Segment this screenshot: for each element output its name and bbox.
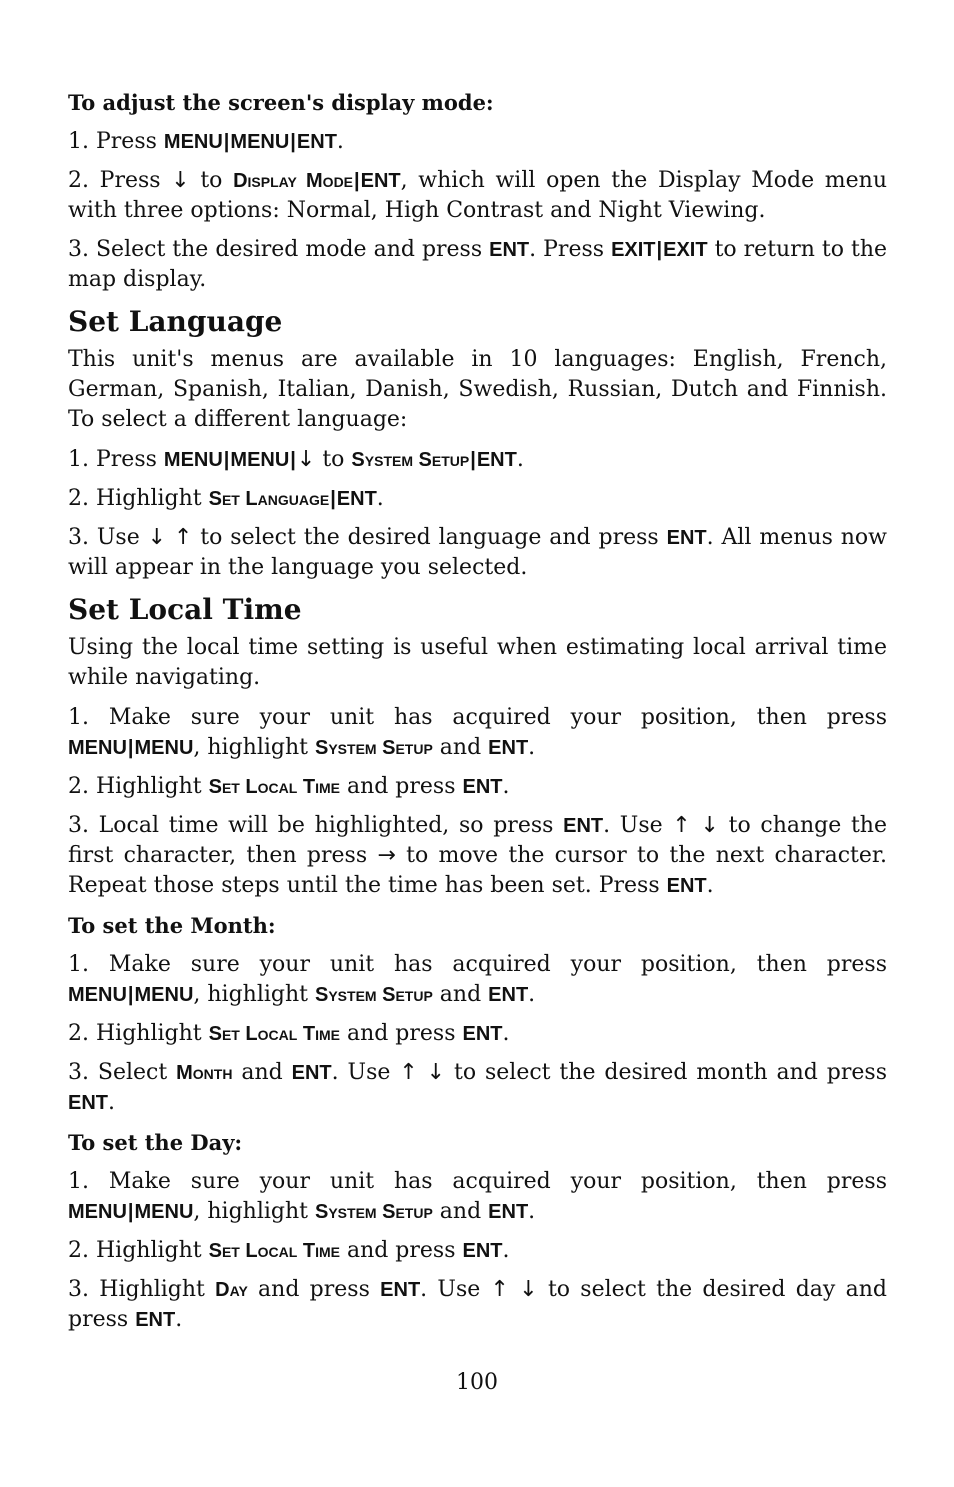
- day-step-3: 3. Highlight Day and press ENT. Use ↑ ↓ to select the desired day and press ENT.: [68, 1277, 887, 1332]
- set-language-step-1: 1. Press MENU|MENU|↓ to System Setup|ENT.: [68, 447, 524, 472]
- set-language-step-3: 3. Use ↓ ↑ to select the desired language and press ENT. All menus now will appear in the language you selected.: [68, 525, 887, 580]
- local-time-step-2: 2. Highlight Set Local Time and press ENT.: [68, 774, 510, 799]
- local-time-step-3: 3. Local time will be highlighted, so press ENT. Use ↑ ↓ to change the first character, then press → to move the cursor to the next character. Repeat those steps until the time has been set. Press ENT.: [68, 813, 887, 898]
- up-down-arrows-icon: ↑ ↓: [672, 813, 719, 838]
- day-heading: To set the Day:: [68, 1130, 243, 1155]
- set-local-time-title: Set Local Time: [68, 593, 302, 626]
- month-step-2: 2. Highlight Set Local Time and press ENT.: [68, 1021, 510, 1046]
- up-down-arrows-icon: ↑ ↓: [399, 1060, 446, 1085]
- month-step-3: 3. Select Month and ENT. Use ↑ ↓ to select the desired month and press ENT.: [68, 1060, 887, 1115]
- display-mode-heading: To adjust the screen's display mode:: [68, 90, 494, 115]
- display-mode-step-3: 3. Select the desired mode and press ENT. Press EXIT|EXIT to return to the map display.: [68, 237, 888, 292]
- set-language-step-2: 2. Highlight Set Language|ENT.: [68, 486, 384, 511]
- day-step-2: 2. Highlight Set Local Time and press ENT.: [68, 1238, 510, 1263]
- page-content: [68, 88, 887, 1345]
- page-number: 100: [456, 1370, 498, 1395]
- up-down-arrows-icon: ↑ ↓: [490, 1277, 538, 1302]
- month-step-1: 1. Make sure your unit has acquired your position, then press MENU|MENU, highlight System Setup and ENT.: [68, 952, 887, 1007]
- set-language-intro: This unit's menus are available in 10 languages: English, French, German, Spanish, Italian, Danish, Swedish, Russian, Dutch and Finnish. To select a different language:: [68, 347, 887, 432]
- set-local-time-intro: Using the local time setting is useful when estimating local arrival time while navigating.: [68, 635, 887, 690]
- display-mode-step-1: 1. Press MENU|MENU|ENT.: [68, 129, 344, 154]
- set-language-title: Set Language: [68, 305, 283, 338]
- down-arrow-icon: ↓: [296, 447, 316, 472]
- right-arrow-icon: →: [377, 843, 396, 868]
- display-mode-step-2: 2. Press ↓ to Display Mode|ENT, which will open the Display Mode menu with three options: Normal, High Contrast and Night Viewing.: [68, 168, 887, 223]
- down-up-arrows-icon: ↓ ↑: [147, 525, 193, 550]
- local-time-step-1: 1. Make sure your unit has acquired your position, then press MENU|MENU, highlight System Setup and ENT.: [68, 705, 887, 760]
- day-step-1: 1. Make sure your unit has acquired your position, then press MENU|MENU, highlight System Setup and ENT.: [68, 1169, 887, 1224]
- month-heading: To set the Month:: [68, 913, 276, 938]
- down-arrow-icon: ↓: [171, 168, 190, 193]
